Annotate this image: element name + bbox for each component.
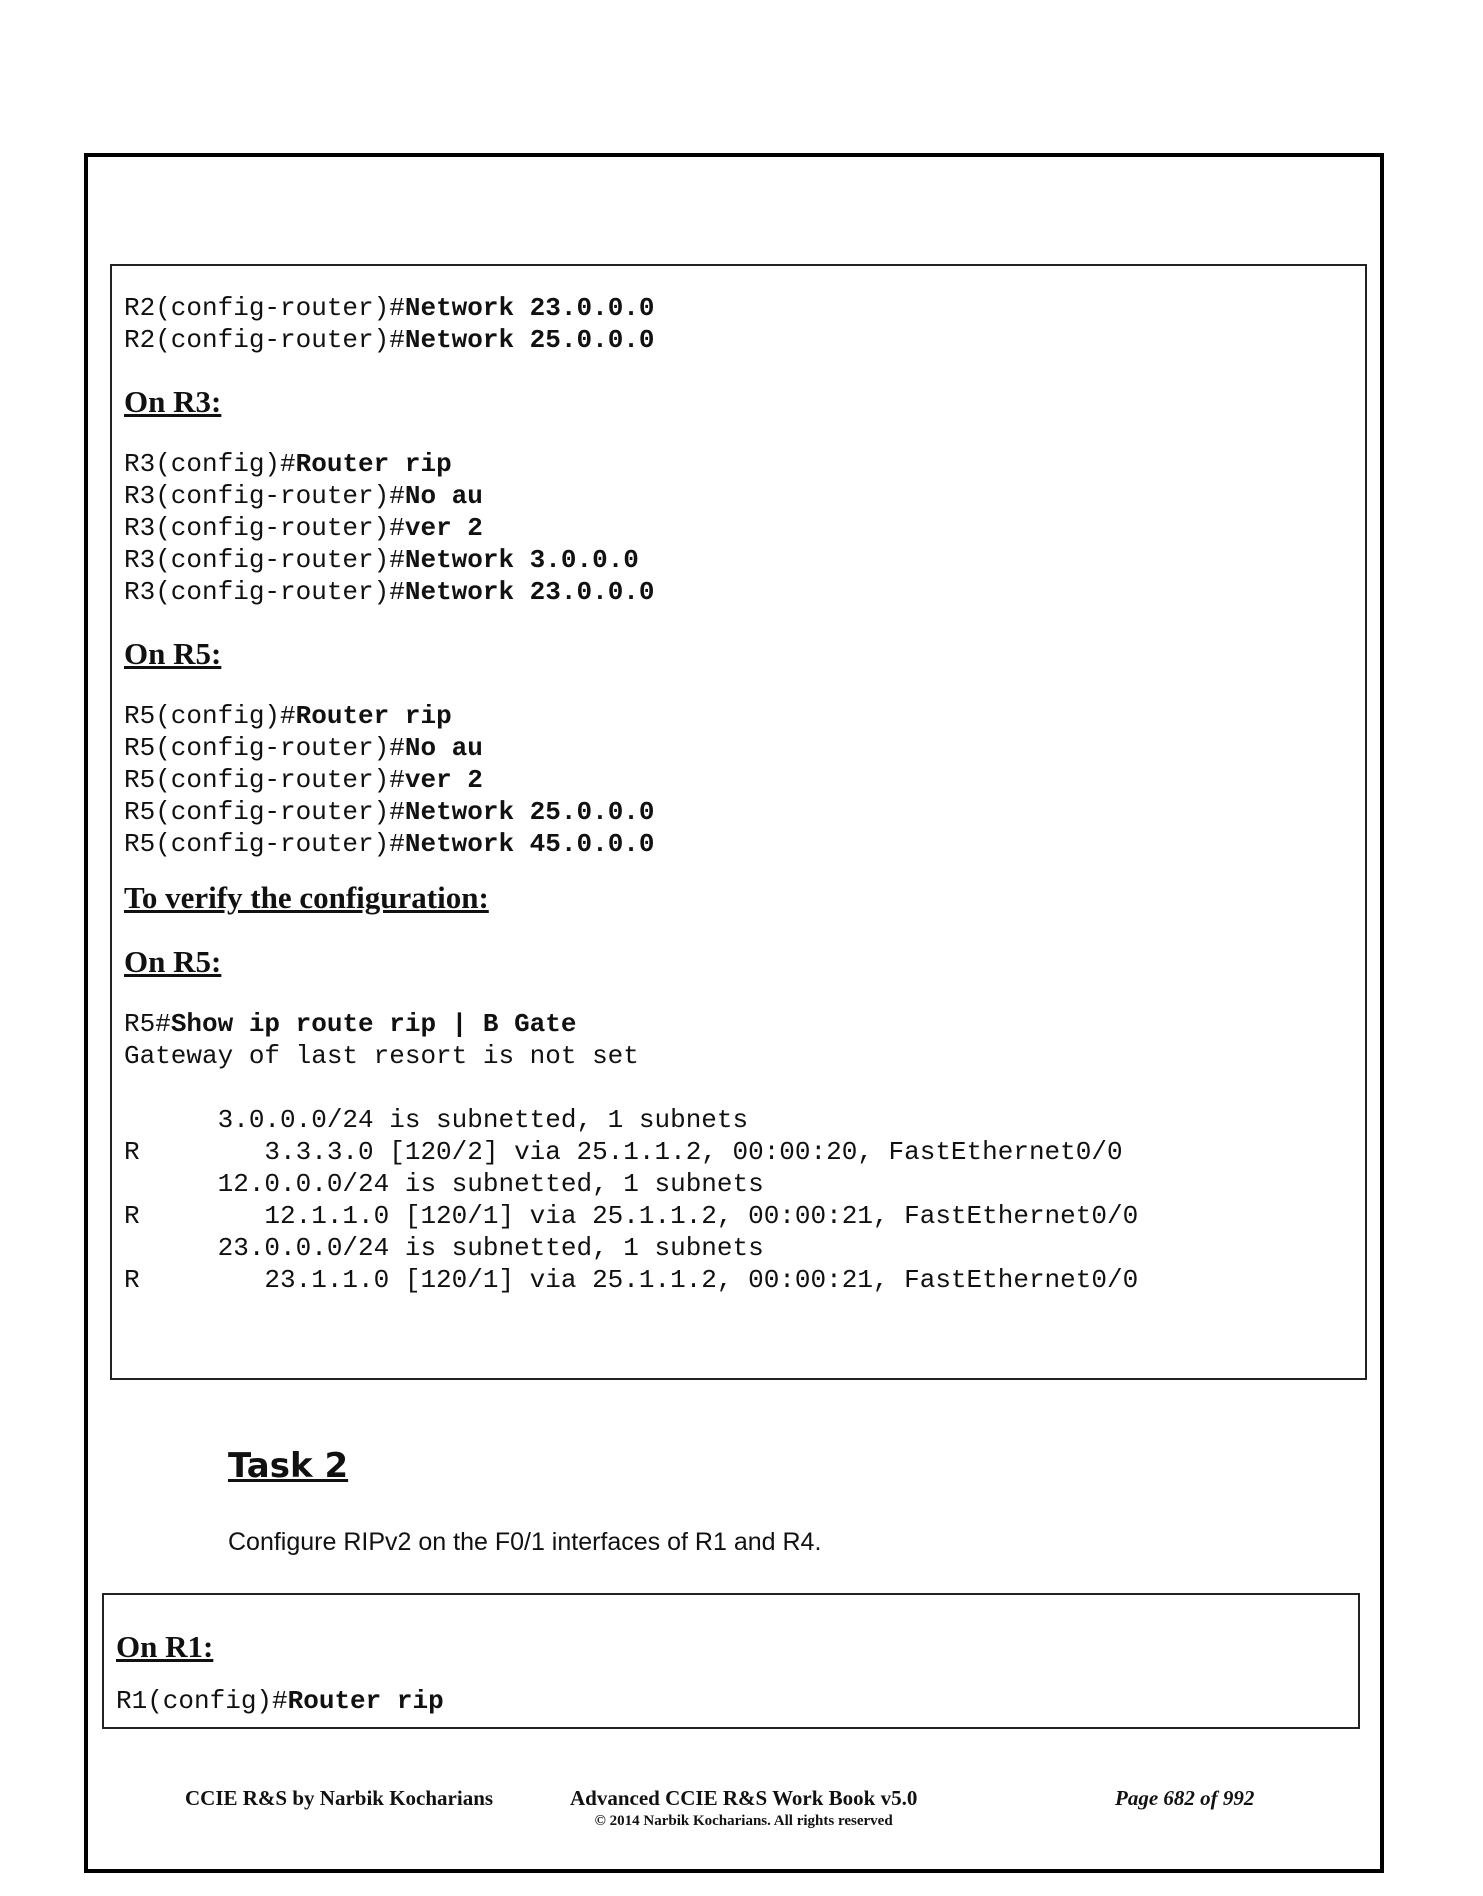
r3-line: R3(config-router)#Network 23.0.0.0 bbox=[124, 577, 655, 607]
config-box-r1 bbox=[102, 1593, 1360, 1729]
r1-line: R1(config)#Router rip bbox=[116, 1686, 444, 1716]
output-line: R 23.1.1.0 [120/1] via 25.1.1.2, 00:00:21, FastEthernet0/0 bbox=[124, 1265, 1139, 1295]
r5-line: R5(config-router)#ver 2 bbox=[124, 765, 483, 795]
task-description: Configure RIPv2 on the F0/1 interfaces of R1 and R4. bbox=[228, 1528, 822, 1556]
on-r1-heading: On R1: bbox=[116, 1629, 214, 1664]
footer-book-title: Advanced CCIE R&S Work Book v5.0 bbox=[570, 1786, 918, 1810]
r3-line: R3(config)#Router rip bbox=[124, 449, 452, 479]
verify-heading: To verify the configuration: bbox=[124, 880, 489, 915]
footer-copyright: © 2014 Narbik Kocharians. All rights reserved bbox=[594, 1813, 893, 1829]
show-command-line: R5#Show ip route rip | B Gate bbox=[124, 1009, 577, 1039]
on-r3-heading: On R3: bbox=[124, 384, 222, 419]
output-line: 12.0.0.0/24 is subnetted, 1 subnets bbox=[124, 1169, 764, 1199]
on-r5-heading-2: On R5: bbox=[124, 944, 222, 979]
r5-line: R5(config-router)#Network 45.0.0.0 bbox=[124, 829, 655, 859]
output-line bbox=[124, 1072, 1365, 1104]
r3-line: R3(config-router)#ver 2 bbox=[124, 513, 483, 543]
output-line: 23.0.0.0/24 is subnetted, 1 subnets bbox=[124, 1233, 764, 1263]
r2-line: R2(config-router)#Network 25.0.0.0 bbox=[124, 325, 655, 355]
r5-line: R5(config-router)#Network 25.0.0.0 bbox=[124, 797, 655, 827]
footer-page-number: Page 682 of 992 bbox=[1115, 1786, 1255, 1810]
output-line: Gateway of last resort is not set bbox=[124, 1041, 639, 1071]
r3-line: R3(config-router)#No au bbox=[124, 481, 483, 511]
config-box bbox=[110, 264, 1367, 1380]
footer-author: CCIE R&S by Narbik Kocharians bbox=[185, 1786, 494, 1810]
footer-book bbox=[570, 1786, 917, 1830]
on-r5-heading: On R5: bbox=[124, 636, 222, 671]
output-line: R 12.1.1.0 [120/1] via 25.1.1.2, 00:00:21, FastEthernet0/0 bbox=[124, 1201, 1139, 1231]
r3-line: R3(config-router)#Network 3.0.0.0 bbox=[124, 545, 639, 575]
output-line: R 3.3.3.0 [120/2] via 25.1.1.2, 00:00:20, FastEthernet0/0 bbox=[124, 1137, 1123, 1167]
r5-line: R5(config)#Router rip bbox=[124, 701, 452, 731]
r2-line: R2(config-router)#Network 23.0.0.0 bbox=[124, 293, 655, 323]
output-line: 3.0.0.0/24 is subnetted, 1 subnets bbox=[124, 1105, 749, 1135]
task-title: Task 2 bbox=[228, 1446, 349, 1486]
r5-line: R5(config-router)#No au bbox=[124, 733, 483, 763]
